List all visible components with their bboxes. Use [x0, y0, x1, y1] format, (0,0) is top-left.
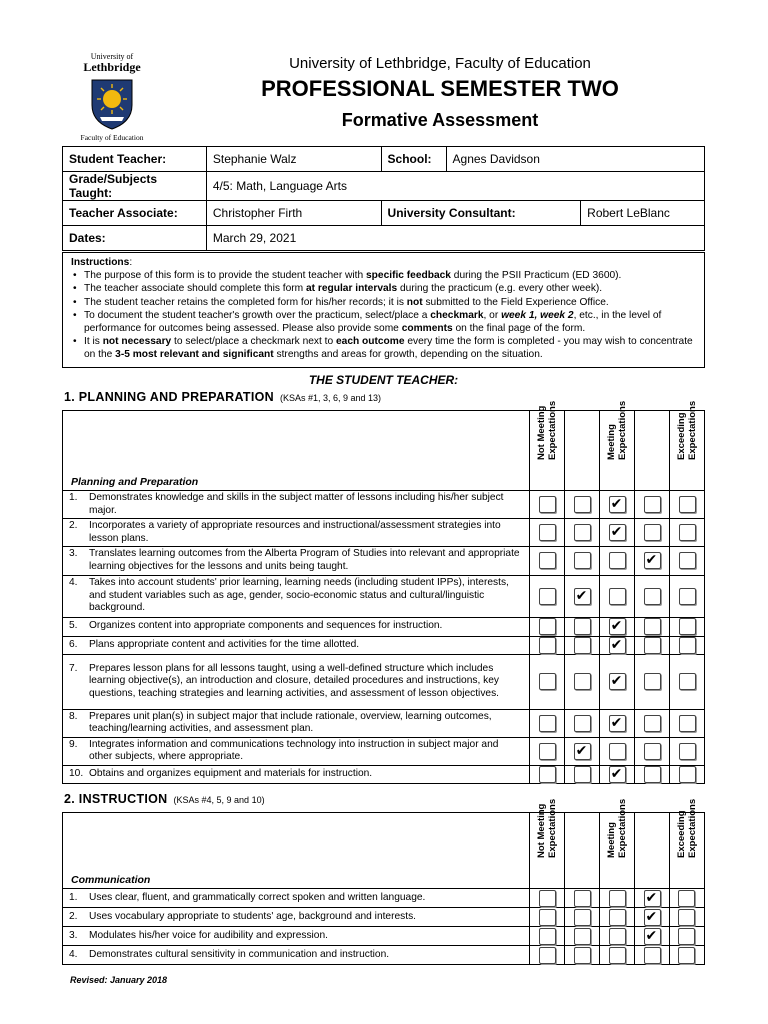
rating-cell — [530, 908, 565, 927]
rating-cell — [565, 491, 600, 519]
criterion-text: Modulates his/her voice for audibility and expression. — [89, 929, 328, 941]
rating-cell — [530, 946, 565, 965]
rating-checkbox[interactable] — [644, 524, 661, 541]
rating-cell — [600, 519, 635, 547]
checkmark-icon: ✔ — [575, 586, 588, 603]
criterion-number: 5. — [69, 620, 78, 632]
rating-checkbox[interactable] — [678, 928, 695, 945]
rating-cell — [565, 547, 600, 575]
criterion-number: 3. — [69, 548, 78, 560]
logo-lethbridge: Lethbridge — [83, 60, 141, 74]
rating-cell — [565, 519, 600, 547]
revised-date: Revised: January 2018 — [70, 975, 168, 985]
rating-cell — [635, 737, 670, 765]
rating-cell — [600, 617, 635, 636]
logo-university-of: University of — [90, 52, 134, 61]
criterion-number: 9. — [69, 738, 78, 750]
rating-cell — [530, 575, 565, 617]
table-row — [63, 491, 705, 519]
rating-checkbox[interactable] — [574, 947, 591, 964]
rating-checkbox[interactable] — [574, 673, 591, 690]
rating-checkbox[interactable] — [574, 928, 591, 945]
rating-checkbox[interactable] — [644, 928, 661, 945]
checkmark-icon: ✔ — [645, 907, 658, 924]
rating-checkbox[interactable] — [609, 766, 626, 783]
rating-cell — [600, 491, 635, 519]
rating-checkbox[interactable] — [644, 766, 661, 783]
rating-cell — [635, 654, 670, 709]
criterion-number: 3. — [69, 929, 78, 941]
rating-checkbox[interactable] — [539, 928, 556, 945]
instructions-box: Instructions: • The purpose of this form is to provide the student teacher with specific feedback during the PSII Practicum (ED 3600). • The teacher associate should complete this form at regular intervals during the practicum (e.g. every other week). • The student teacher retains the completed form for his/her records; it is not submitted to the Field Experience Office. • To document the student teacher's growth over the practicum, select/place a checkmark, or week 1, week 2, etc., in the level of performance for outcomes being assessed. Please also provide some comments on the final page of the form. • It is not necessary to select/place a checkmark next to each outcome every time the form is completed - you may wish to concentrate on the 3-5 most relevant and significant strengths and areas for growth, depending on the situation. — [62, 252, 705, 368]
student-teacher-value: Stephanie Walz — [206, 147, 381, 172]
exceeding-header-text: Exceeding Expectations — [676, 400, 698, 460]
rating-cell — [565, 617, 600, 636]
criterion-text: Prepares lesson plans for all lessons taught, using a well-defined structure which includes learning objective(s), an introduction and closure, detailed procedures and instructions, key questions, teaching strategies and learning activities, and assessment of lesson objectives. — [89, 662, 499, 699]
rating-checkbox[interactable] — [574, 637, 591, 654]
table-row — [63, 519, 705, 547]
rating-checkbox[interactable] — [539, 524, 556, 541]
rating-checkbox[interactable] — [539, 637, 556, 654]
rating-checkbox[interactable] — [539, 947, 556, 964]
exceeding-header-text: Exceeding Expectations — [675, 798, 698, 858]
table-row — [63, 654, 705, 709]
criterion-number: 4. — [69, 948, 78, 960]
rating-cell — [565, 889, 600, 908]
criterion — [63, 765, 530, 783]
checkmark-icon: ✔ — [610, 635, 623, 652]
checkmark-icon: ✔ — [610, 617, 623, 634]
rating-cell — [669, 927, 704, 946]
section1-title-text: 1. PLANNING AND PREPARATION — [64, 390, 274, 404]
rating-cell — [669, 946, 704, 965]
rating-checkbox[interactable] — [574, 909, 591, 926]
rating-checkbox[interactable] — [609, 524, 626, 541]
institution-name: University of Lethbridge, Faculty of Education — [289, 55, 591, 72]
rating-checkbox[interactable] — [644, 496, 661, 513]
rating-checkbox[interactable] — [539, 496, 556, 513]
rating-cell — [635, 946, 670, 965]
section1-ksa: (KSAs #1, 3, 6, 9 and 13) — [279, 393, 382, 403]
rating-cell — [670, 491, 705, 519]
criterion-text: Integrates information and communications technology into instruction in subject major and other subjects, where appropriate. — [89, 738, 499, 763]
rating-checkbox[interactable] — [574, 890, 591, 907]
rating-checkbox[interactable] — [609, 928, 626, 945]
rating-cell — [635, 927, 670, 946]
rating-checkbox[interactable] — [574, 496, 591, 513]
criterion-text: Obtains and organizes equipment and materials for instruction. — [89, 768, 373, 780]
rating-checkbox[interactable] — [678, 947, 695, 964]
rating-checkbox[interactable] — [644, 618, 661, 635]
checkmark-icon: ✔ — [610, 672, 623, 689]
checkmark-icon: ✔ — [610, 713, 623, 730]
criterion — [63, 737, 530, 765]
table-row — [63, 765, 705, 783]
student-teacher-heading: THE STUDENT TEACHER: — [308, 373, 459, 387]
rating-checkbox[interactable] — [574, 618, 591, 635]
rating-checkbox[interactable] — [539, 766, 556, 783]
consultant-label: University Consultant: — [381, 201, 581, 226]
teacher-associate-label: Teacher Associate: — [63, 201, 207, 226]
checkmark-icon: ✔ — [575, 741, 588, 758]
rating-cell — [600, 927, 635, 946]
rating-cell — [565, 765, 600, 783]
meeting-header-text: Meeting Expectations — [606, 400, 629, 460]
rating-checkbox[interactable] — [679, 618, 696, 635]
criterion-text: Demonstrates knowledge and skills in the subject matter of lessons including his/her subject major. — [89, 492, 504, 516]
rating-checkbox[interactable] — [539, 743, 556, 760]
rating-checkbox[interactable] — [678, 890, 695, 907]
rating-checkbox[interactable] — [644, 909, 661, 926]
university-logo — [72, 52, 152, 142]
section1-title — [64, 390, 381, 404]
checkmark-icon: ✔ — [645, 888, 658, 905]
rating-header-blank — [635, 813, 670, 889]
rating-cell — [600, 889, 635, 908]
rating-checkbox[interactable] — [644, 715, 661, 732]
instructions-title: Instructions — [71, 257, 130, 268]
rating-cell — [635, 636, 670, 654]
rating-cell — [565, 636, 600, 654]
rating-cell — [600, 654, 635, 709]
criterion — [63, 617, 530, 636]
rating-cell — [530, 491, 565, 519]
rating-cell — [530, 709, 565, 737]
criterion-number: 7. — [69, 662, 78, 674]
criterion-text: Demonstrates cultural sensitivity in communication and instruction. — [89, 948, 390, 960]
table-row — [63, 617, 705, 636]
rating-cell — [600, 709, 635, 737]
consultant-value: Robert LeBlanc — [581, 201, 705, 226]
criterion-text: Organizes content into appropriate components and sequences for instruction. — [89, 620, 443, 632]
criterion-number: 1. — [69, 891, 78, 903]
rating-cell — [565, 709, 600, 737]
rating-checkbox[interactable] — [609, 618, 626, 635]
rating-cell — [670, 636, 705, 654]
criterion-text: Plans appropriate content and activities for the time allotted. — [89, 638, 360, 650]
not-meeting-header-text: Not Meeting Expectations — [536, 400, 559, 460]
criterion-text: Translates learning outcomes from the Alberta Program of Studies into relevant and appropriate learning objectives for the lessons and units being taught. — [89, 548, 520, 572]
criterion — [63, 927, 530, 946]
rating-cell — [635, 889, 670, 908]
rating-cell — [670, 617, 705, 636]
not-meeting-header — [530, 400, 565, 491]
rating-cell — [600, 737, 635, 765]
section2-ksa: (KSAs #4, 5, 9 and 10) — [173, 795, 265, 805]
rating-cell — [530, 654, 565, 709]
rating-cell — [530, 737, 565, 765]
checkmark-icon: ✔ — [610, 764, 623, 781]
rating-cell — [635, 709, 670, 737]
rating-cell — [600, 547, 635, 575]
dates-label: Dates: — [63, 226, 207, 251]
rating-checkbox[interactable] — [679, 743, 696, 760]
rating-cell — [669, 889, 704, 908]
section2-title-text: 2. INSTRUCTION — [64, 792, 168, 806]
rating-checkbox[interactable] — [644, 890, 661, 907]
instruction-item: • The purpose of this form is to provide the student teacher with specific feedback during the PSII Practicum (ED 3600). — [71, 269, 696, 282]
rating-checkbox[interactable] — [574, 552, 591, 569]
table-row — [63, 927, 705, 946]
rating-checkbox[interactable] — [609, 637, 626, 654]
rating-cell — [635, 765, 670, 783]
not-meeting-header-text: Not Meeting Expectations — [536, 798, 559, 858]
meeting-header — [600, 798, 635, 889]
table-row — [63, 709, 705, 737]
rating-cell — [565, 575, 600, 617]
rating-checkbox[interactable] — [609, 715, 626, 732]
rating-checkbox[interactable] — [679, 552, 696, 569]
rating-checkbox[interactable] — [539, 552, 556, 569]
dates-value: March 29, 2021 — [206, 226, 704, 251]
rating-header-blank — [635, 411, 670, 491]
rating-cell — [530, 889, 565, 908]
rating-header-blank — [565, 411, 600, 491]
rating-cell — [670, 575, 705, 617]
rating-cell — [635, 908, 670, 927]
rating-cell — [565, 908, 600, 927]
crest-icon — [89, 77, 135, 131]
criterion — [63, 946, 530, 965]
rating-cell — [565, 737, 600, 765]
criterion — [63, 889, 530, 908]
rating-cell — [670, 765, 705, 783]
rating-checkbox[interactable] — [644, 588, 661, 605]
instruction-item: • The student teacher retains the completed form for his/her records; it is not submitted to the Field Experience Office. — [71, 296, 696, 309]
rating-cell — [565, 946, 600, 965]
criterion-text: Prepares unit plan(s) in subject major that include rationale, overview, learning outcomes, teaching/learning activities, and assessment plan. — [89, 710, 492, 735]
rating-checkbox[interactable] — [679, 673, 696, 690]
rating-checkbox[interactable] — [574, 743, 591, 760]
rating-cell — [600, 946, 635, 965]
rating-checkbox[interactable] — [679, 766, 696, 783]
rating-checkbox[interactable] — [609, 743, 626, 760]
table-row — [63, 575, 705, 617]
rating-cell — [635, 519, 670, 547]
rating-checkbox[interactable] — [679, 637, 696, 654]
rating-checkbox[interactable] — [679, 496, 696, 513]
meeting-header-text: Meeting Expectations — [606, 798, 629, 858]
teacher-associate-value: Christopher Firth — [206, 201, 381, 226]
rating-checkbox[interactable] — [679, 524, 696, 541]
rating-checkbox[interactable] — [609, 890, 626, 907]
document-title: PROFESSIONAL SEMESTER TWO — [261, 76, 619, 101]
rating-checkbox[interactable] — [574, 715, 591, 732]
table-row — [63, 946, 705, 965]
not-meeting-header — [530, 798, 565, 889]
instruction-item: • The teacher associate should complete this form at regular intervals during the practicum (e.g. every other week). — [71, 282, 696, 295]
rating-checkbox[interactable] — [574, 766, 591, 783]
rating-cell — [670, 709, 705, 737]
rating-cell — [530, 519, 565, 547]
rating-cell — [530, 547, 565, 575]
rating-checkbox[interactable] — [609, 947, 626, 964]
rating-checkbox[interactable] — [539, 588, 556, 605]
rating-cell — [669, 908, 704, 927]
student-teacher-label: Student Teacher: — [63, 147, 207, 172]
rating-checkbox[interactable] — [609, 909, 626, 926]
rating-checkbox[interactable] — [539, 618, 556, 635]
rating-cell — [670, 737, 705, 765]
table-row — [63, 908, 705, 927]
criterion-text: Uses clear, fluent, and grammatically correct spoken and written language. — [89, 891, 426, 903]
criterion — [63, 654, 530, 709]
rating-checkbox[interactable] — [609, 673, 626, 690]
criterion-number: 10. — [69, 768, 84, 780]
criterion — [63, 575, 530, 617]
instruction-item: • It is not necessary to select/place a checkmark next to each outcome every time the form is completed - you may wish to concentrate on the 3-5 most relevant and significant strengths and areas for growth, depending on the situation. — [71, 335, 696, 361]
checkmark-icon: ✔ — [645, 926, 658, 943]
table-row — [63, 547, 705, 575]
rating-cell — [670, 519, 705, 547]
school-label: School: — [381, 147, 446, 172]
rating-checkbox[interactable] — [574, 524, 591, 541]
rating-cell — [565, 654, 600, 709]
rating-checkbox[interactable] — [678, 909, 695, 926]
criterion — [63, 908, 530, 927]
rating-checkbox[interactable] — [539, 909, 556, 926]
rating-cell — [600, 575, 635, 617]
criterion-number: 2. — [69, 910, 78, 922]
instructions-list — [71, 269, 696, 361]
criterion-text: Incorporates a variety of appropriate resources and instructional/assessment strategies into lesson plans. — [89, 520, 501, 544]
rating-checkbox[interactable] — [679, 715, 696, 732]
criterion — [63, 519, 530, 547]
rating-checkbox[interactable] — [539, 715, 556, 732]
rating-cell — [635, 575, 670, 617]
rating-checkbox[interactable] — [609, 552, 626, 569]
table-row — [63, 737, 705, 765]
criterion — [63, 709, 530, 737]
criterion-number: 1. — [69, 492, 78, 503]
meeting-header — [600, 400, 635, 491]
rating-checkbox[interactable] — [609, 588, 626, 605]
info-table — [62, 146, 705, 251]
rating-cell — [635, 491, 670, 519]
criterion-number: 6. — [69, 638, 78, 650]
criterion-number: 8. — [69, 710, 78, 722]
rating-checkbox[interactable] — [644, 947, 661, 964]
checkmark-icon: ✔ — [645, 551, 658, 568]
rating-checkbox[interactable] — [644, 673, 661, 690]
rating-cell — [565, 927, 600, 946]
rating-cell — [530, 636, 565, 654]
rating-cell — [600, 636, 635, 654]
logo-faculty: Faculty of Education — [80, 133, 144, 142]
checkmark-icon: ✔ — [610, 523, 623, 540]
planning-rubric-table — [62, 400, 705, 784]
rating-cell — [600, 765, 635, 783]
table-row — [63, 889, 705, 908]
grade-label: Grade/Subjects Taught: — [63, 172, 207, 201]
rating-cell — [530, 765, 565, 783]
rating-checkbox[interactable] — [609, 496, 626, 513]
rating-cell — [635, 547, 670, 575]
rating-checkbox[interactable] — [644, 637, 661, 654]
table-row — [63, 636, 705, 654]
exceeding-header — [670, 400, 705, 491]
rating-checkbox[interactable] — [644, 743, 661, 760]
rating-cell — [635, 617, 670, 636]
criterion — [63, 491, 530, 519]
rating-checkbox[interactable] — [539, 673, 556, 690]
document-subtitle: Formative Assessment — [341, 110, 539, 130]
criterion — [63, 636, 530, 654]
school-value: Agnes Davidson — [446, 147, 704, 172]
rating-checkbox[interactable] — [679, 588, 696, 605]
exceeding-header — [669, 798, 704, 889]
rating-cell — [600, 908, 635, 927]
criterion-number: 4. — [69, 577, 78, 589]
criterion-number: 2. — [69, 520, 78, 532]
rating-checkbox[interactable] — [574, 588, 591, 605]
rating-cell — [670, 547, 705, 575]
rating-cell — [670, 654, 705, 709]
criterion-text: Uses vocabulary appropriate to students' age, background and interests. — [89, 910, 417, 922]
rating-cell — [530, 927, 565, 946]
rubric-category: Planning and Preparation — [63, 411, 530, 491]
instruction-item: • To document the student teacher's growth over the practicum, select/place a checkmark, or week 1, week 2, etc., in the level of performance for outcomes being assessed. Please also provide some comments on the final page of the form. — [71, 309, 696, 335]
grade-value: 4/5: Math, Language Arts — [206, 172, 704, 201]
rating-header-blank — [565, 813, 600, 889]
section2-title — [64, 792, 265, 806]
rubric-category: Communication — [63, 813, 530, 889]
rating-checkbox[interactable] — [644, 552, 661, 569]
criterion-text: Takes into account students' prior learning, learning needs (including student IPPs), interests, and student variables such as age, gender, socio-economic status and cultural/linguistic background. — [89, 577, 509, 614]
rating-cell — [530, 617, 565, 636]
rating-checkbox[interactable] — [539, 890, 556, 907]
criterion — [63, 547, 530, 575]
checkmark-icon: ✔ — [610, 495, 623, 512]
